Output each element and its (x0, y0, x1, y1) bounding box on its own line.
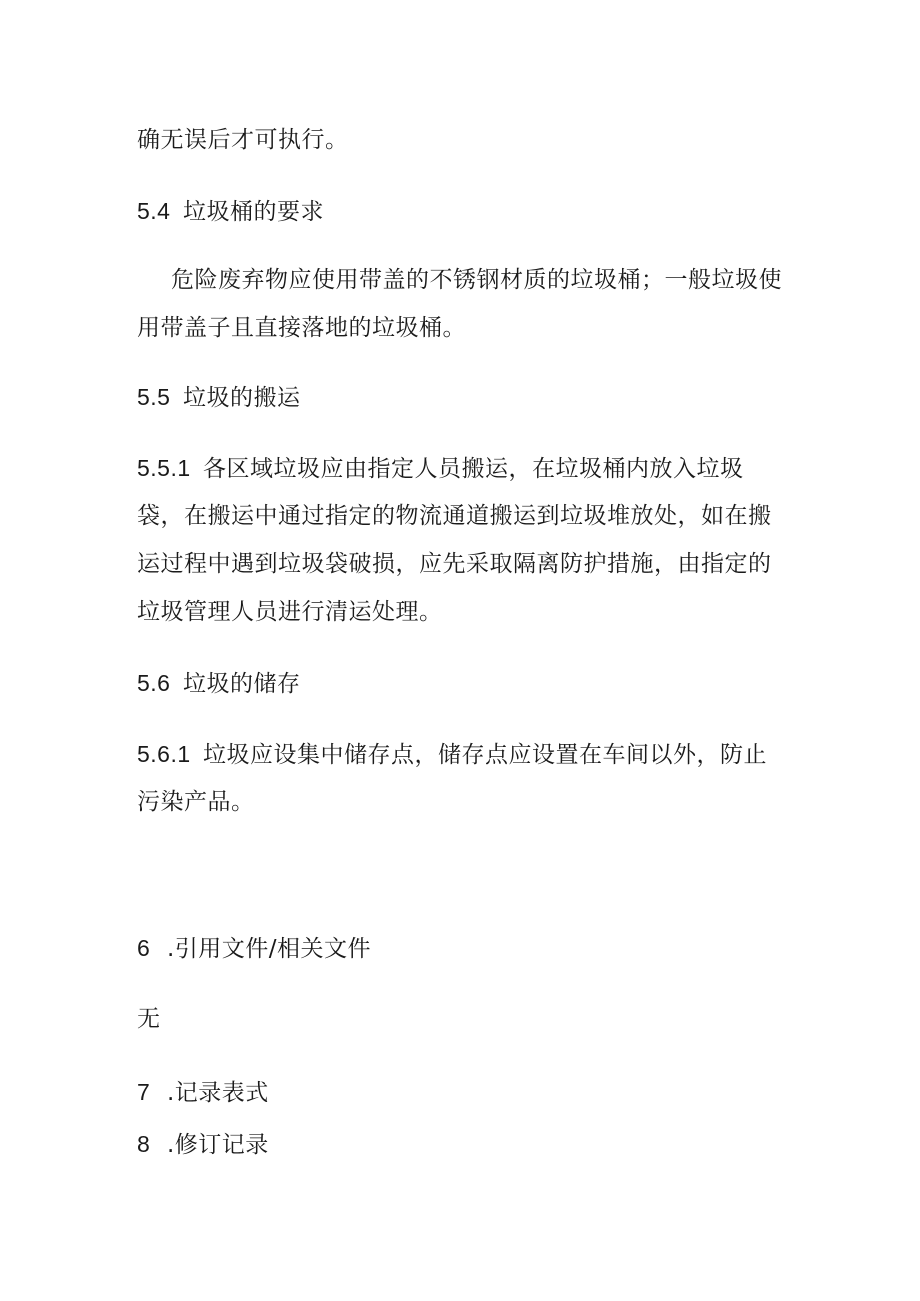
paragraph-line: 运过程中遇到垃圾袋破损，应先采取隔离防护措施，由指定的 (137, 551, 772, 577)
paragraph-line: 污染产品。 (137, 789, 255, 815)
section-heading-5-5 (137, 382, 301, 413)
section-number: 5.5 (137, 384, 171, 410)
section-title: 垃圾的搬运 (183, 385, 301, 411)
subsection-number: 5.6.1 (137, 741, 191, 767)
subsection-5-5-1-line (137, 453, 744, 484)
section-heading-5-6 (137, 668, 301, 699)
paragraph-line: 用带盖子且直接落地的垃圾桶。 (137, 315, 466, 341)
section-heading-5-4 (137, 196, 324, 227)
section-title: .修订记录 (167, 1132, 269, 1158)
paragraph-line: 垃圾管理人员进行清运处理。 (137, 599, 443, 625)
section-title: 垃圾的储存 (183, 671, 301, 697)
paragraph-continuation: 确无误后才可执行。 (137, 127, 349, 153)
section-heading-6 (137, 933, 371, 964)
section-title: .记录表式 (167, 1080, 269, 1106)
section-title: .引用文件/相关文件 (167, 936, 372, 962)
subsection-text: 各区域垃圾应由指定人员搬运，在垃圾桶内放入垃圾 (203, 456, 744, 482)
section-number: 6 (137, 935, 151, 961)
subsection-5-6-1-line (137, 739, 767, 770)
subsection-number: 5.5.1 (137, 455, 191, 481)
paragraph-line: 危险废弃物应使用带盖的不锈钢材质的垃圾桶；一般垃圾使 (171, 267, 782, 293)
section-6-content: 无 (137, 1006, 161, 1032)
section-heading-7 (137, 1077, 269, 1108)
section-number: 5.6 (137, 670, 171, 696)
section-number: 8 (137, 1131, 151, 1157)
subsection-text: 垃圾应设集中储存点，储存点应设置在车间以外，防止 (203, 742, 767, 768)
section-number: 5.4 (137, 198, 171, 224)
section-title: 垃圾桶的要求 (183, 199, 324, 225)
section-number: 7 (137, 1079, 151, 1105)
section-heading-8 (137, 1129, 269, 1160)
paragraph-line: 袋，在搬运中通过指定的物流通道搬运到垃圾堆放处，如在搬 (137, 503, 772, 529)
